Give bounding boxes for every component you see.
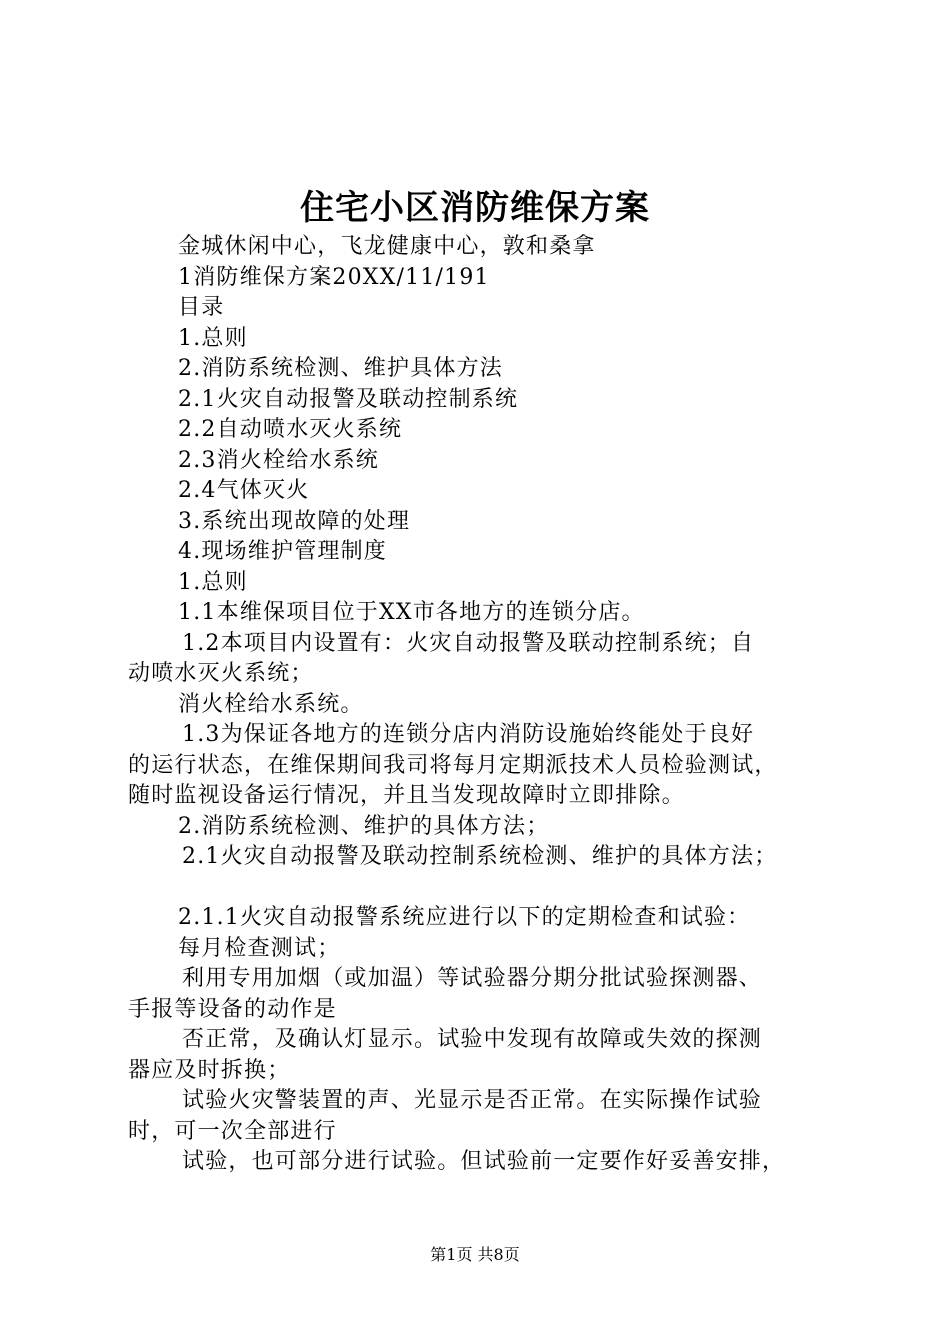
text-line: 试验，也可部分进行试验。但试验前一定要作好妥善安排， bbox=[182, 1149, 786, 1174]
toc-heading: 目录 bbox=[178, 295, 225, 320]
toc-item: 2.3消火栓给水系统 bbox=[178, 447, 379, 473]
text-line: 时，可一次全部进行 bbox=[128, 1118, 337, 1144]
toc-item: 3.系统出现故障的处理 bbox=[178, 508, 411, 534]
text-line: 2.1.1火灾自动报警系统应进行以下的定期检查和试验： bbox=[178, 905, 751, 930]
page-footer: 第1页 共8页 bbox=[430, 1245, 520, 1264]
text-line: 手报等设备的动作是 bbox=[128, 996, 337, 1022]
text-line: 金城休闲中心，飞龙健康中心，敦和桑拿 bbox=[178, 234, 596, 259]
toc-item: 2.1火灾自动报警及联动控制系统 bbox=[178, 386, 519, 412]
text-line: 1.1本维保项目位于XX市各地方的连锁分店。 bbox=[178, 600, 645, 625]
text-line: 利用专用加烟（或加温）等试验器分期分批试验探测器、 bbox=[182, 966, 763, 991]
text-line: 的运行状态，在维保期间我司将每月定期派技术人员检验测试， bbox=[128, 752, 778, 778]
toc-item: 2.4气体灭火 bbox=[178, 478, 310, 503]
toc-item: 2.消防系统检测、维护具体方法 bbox=[178, 356, 503, 381]
section-heading: 1.总则 bbox=[178, 569, 248, 595]
text-line: 1.2本项目内设置有：火灾自动报警及联动控制系统；自 bbox=[182, 630, 755, 656]
text-line: 否正常，及确认灯显示。试验中发现有故障或失效的探测 bbox=[182, 1027, 763, 1052]
text-line: 器应及时拆换； bbox=[128, 1057, 291, 1083]
text-line: 消火栓给水系统。 bbox=[178, 691, 364, 717]
text-line: 随时监视设备运行情况，并且当发现故障时立即排除。 bbox=[128, 783, 685, 808]
text-line: 1.3为保证各地方的连锁分店内消防设施始终能处于良好 bbox=[182, 722, 755, 747]
section-heading: 2.消防系统检测、维护的具体方法； bbox=[178, 813, 550, 839]
toc-item: 4.现场维护管理制度 bbox=[178, 539, 387, 564]
blank-line bbox=[128, 873, 838, 904]
text-line: 每月检查测试； bbox=[178, 935, 341, 961]
document-title: 住宅小区消防维保方案 bbox=[300, 188, 650, 228]
toc-item: 1.总则 bbox=[178, 325, 248, 351]
text-line: 动喷水灭火系统； bbox=[128, 661, 314, 686]
toc-item: 2.2自动喷水灭火系统 bbox=[178, 417, 403, 442]
text-line: 试验火灾警装置的声、光显示是否正常。在实际操作试验 bbox=[182, 1088, 763, 1113]
text-line: 1消防维保方案20XX/11/191 bbox=[178, 264, 490, 290]
text-line: 2.1火灾自动报警及联动控制系统检测、维护的具体方法； bbox=[182, 844, 778, 869]
document-body bbox=[128, 232, 838, 1178]
